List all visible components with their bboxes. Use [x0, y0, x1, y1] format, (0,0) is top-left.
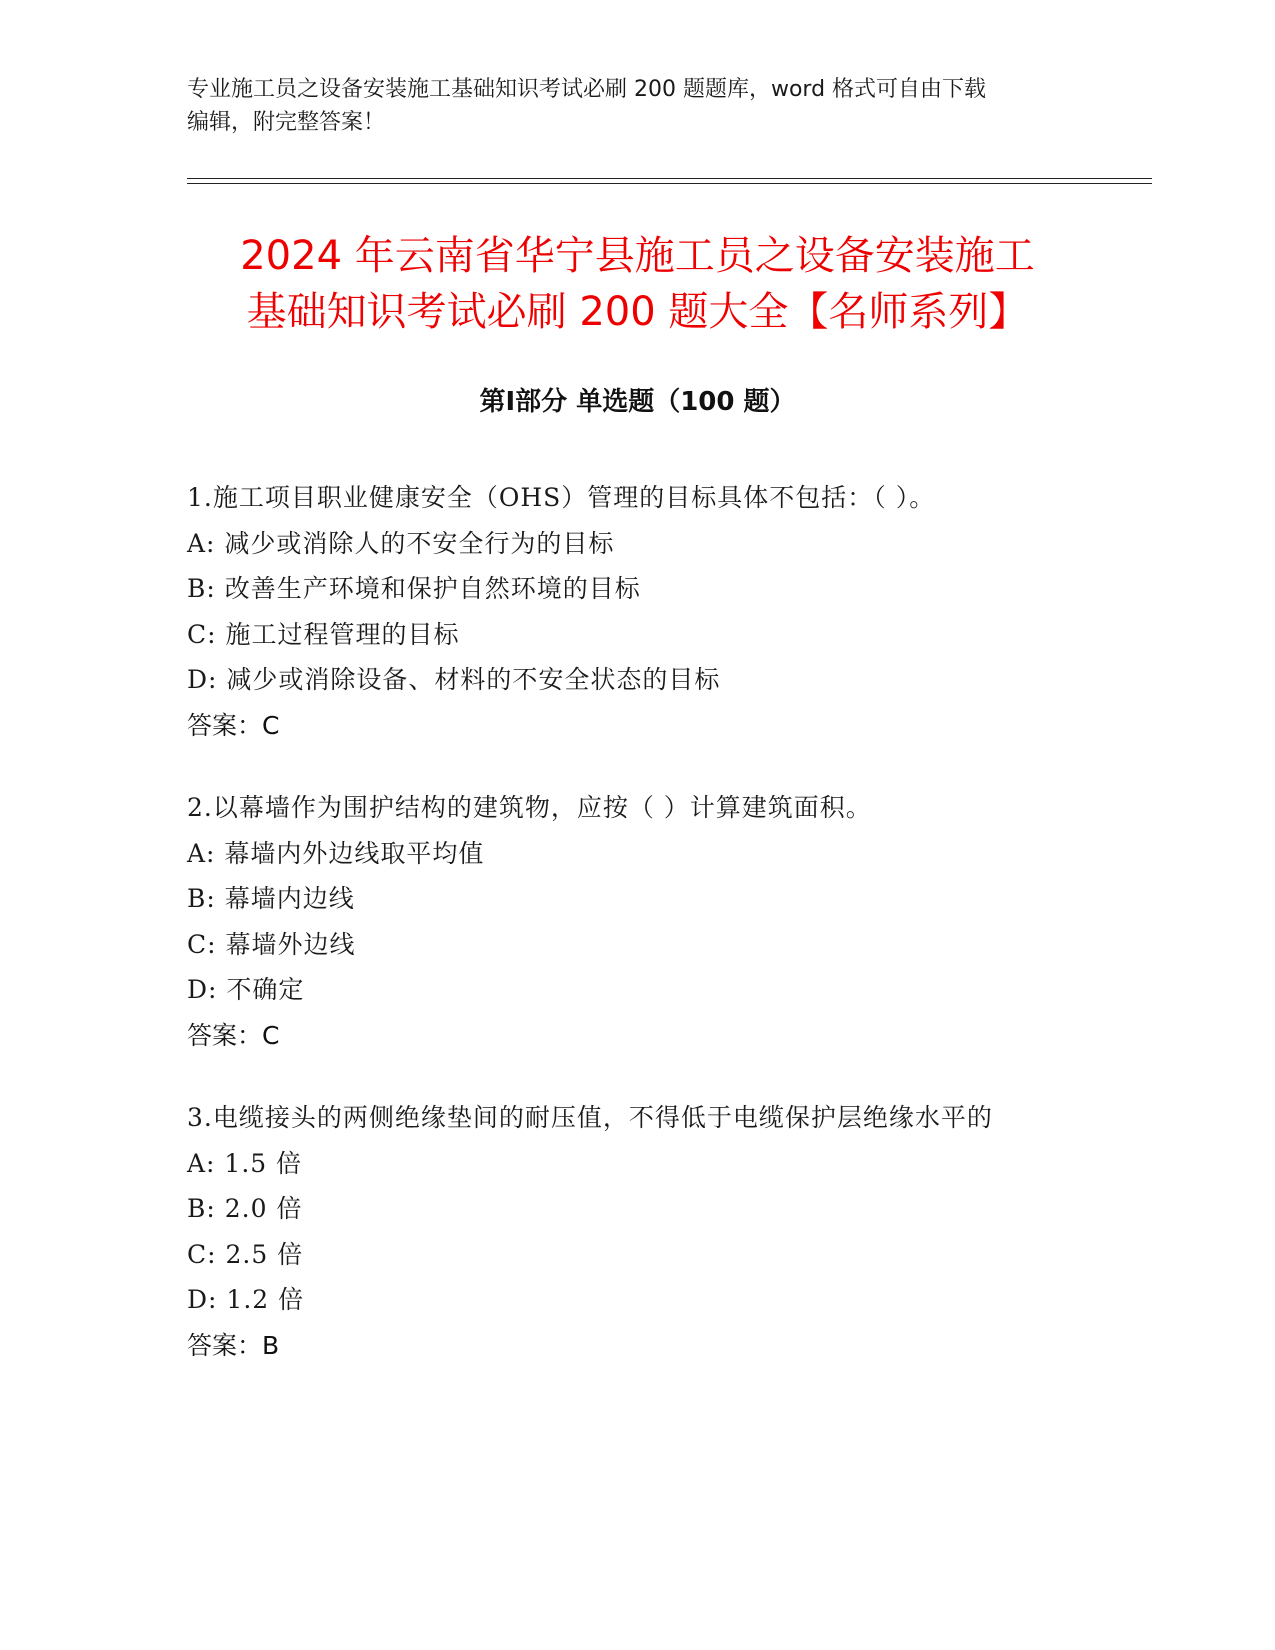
answer-label: 答案：B	[187, 1330, 280, 1360]
option-b: B: 改善生产环境和保护自然环境的目标	[187, 574, 641, 603]
option-c: C: 幕墙外边线	[187, 929, 356, 959]
answer-label: 答案：C	[187, 1020, 280, 1050]
option-d: D: 1.2 倍	[187, 1285, 305, 1314]
option-d: D: 不确定	[187, 975, 305, 1004]
document-title-line-2: 基础知识考试必刷 200 题大全【名师系列】	[246, 289, 1029, 335]
document-title	[150, 228, 1125, 340]
section-heading: 第Ⅰ部分 单选题（100 题）	[479, 387, 796, 417]
option-c: C: 施工过程管理的目标	[187, 619, 460, 649]
answer-label: 答案：C	[187, 710, 280, 740]
question-stem: 2.以幕墙作为围护结构的建筑物，应按（ ）计算建筑面积。	[187, 793, 872, 822]
document-title-line-1: 2024 年云南省华宁县施工员之设备安装施工	[240, 233, 1035, 279]
question-2	[187, 785, 1087, 1058]
question-stem: 1.施工项目职业健康安全（OHS）管理的目标具体不包括：（ ）。	[187, 483, 936, 512]
option-c: C: 2.5 倍	[187, 1239, 304, 1269]
option-a: A: 减少或消除人的不安全行为的目标	[187, 528, 615, 558]
header-note-line-1: 专业施工员之设备安装施工基础知识考试必刷 200 题题库，word 格式可自由下载	[187, 77, 987, 102]
header-divider-top	[187, 178, 1152, 179]
header-divider-bottom	[187, 183, 1152, 184]
option-d: D: 减少或消除设备、材料的不安全状态的目标	[187, 665, 721, 694]
question-1	[187, 475, 1087, 748]
header-note-line-2: 编辑，附完整答案！	[187, 110, 386, 135]
question-list	[187, 475, 1087, 1405]
option-a: A: 幕墙内外边线取平均值	[187, 838, 485, 868]
question-stem: 3.电缆接头的两侧绝缘垫间的耐压值，不得低于电缆保护层绝缘水平的	[187, 1103, 993, 1132]
option-b: B: 2.0 倍	[187, 1194, 303, 1223]
option-b: B: 幕墙内边线	[187, 884, 355, 913]
question-3	[187, 1095, 1087, 1368]
option-a: A: 1.5 倍	[187, 1148, 303, 1178]
header-note	[187, 73, 1087, 139]
